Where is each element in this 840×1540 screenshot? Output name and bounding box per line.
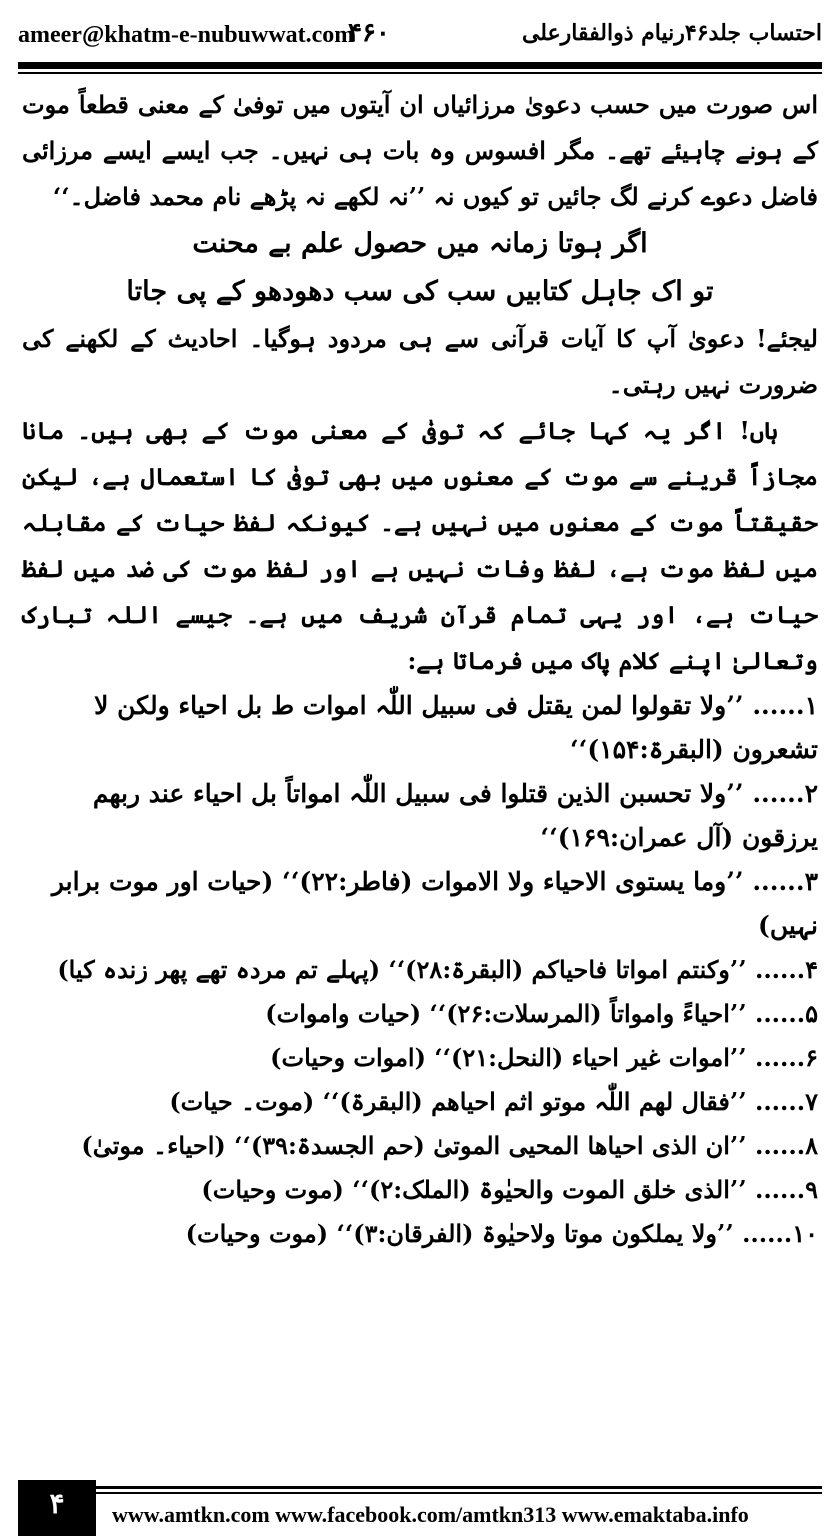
page-header [18, 14, 822, 62]
ayah-item [22, 992, 818, 1036]
paragraph-3: ہاں! اگر یہ کہا جائے کہ توفیٰ کے معنی موت کے بھی ہیں۔ مانا مجازاً قرینے سے موت کے معنوں میں بھی توفیٰ کا استعمال ہے، لیکن حقیقتاً موت کے معنوں میں نہیں ہے۔ کیونکہ لفظ حیات کے مقابلہ میں لفظ موت ہے، لفظ وفات نہیں ہے اور لفظ موت کی ضد میں لفظ حیات ہے، اور یہی تمام قرآن شریف میں ہے۔ جیسے اللہ تبارک وتعالیٰ اپنے کلام پاک میں فرماتا ہے: [22, 416, 818, 675]
ayah-number: ۵...... [754, 999, 818, 1028]
ayah-number: ۳...... [752, 867, 818, 896]
page-body [22, 82, 818, 1256]
ayah-item [22, 772, 818, 860]
ayah-number: ۶...... [754, 1043, 818, 1072]
ayah-text: ’’ولا یملکون موتا ولاحیٰوۃ (الفرقان:۳)‘‘ (موت وحیات) [185, 1219, 734, 1248]
ayah-item [22, 1124, 818, 1168]
ayah-item [22, 860, 818, 948]
ayah-text: ’’ان الذی احیاھا المحیی الموتیٰ (حم الجسدۃ:۳۹)‘‘ (احیاء۔ موتیٰ) [81, 1131, 747, 1160]
ayah-text: ’’فقال لھم اللّٰہ موتو اثم احیاھم (البقرۃ)‘‘ (موت۔ حیات) [169, 1087, 747, 1116]
paragraph-1: اس صورت میں حسب دعویٰ مرزائیاں ان آیتوں میں توفیٰ کے معنی قطعاً موت کے ہونے چاہیئے تھے۔ مگر افسوس وہ بات ہی نہیں۔ جب ایسے ایسے مرزائی فاضل دعوے کرنے لگ جائیں تو کیوں نہ ’’نہ لکھے نہ پڑھے نام محمد فاضل۔‘‘ [22, 90, 818, 211]
ayah-text: ’’اموات غیر احیاء (النحل:۲۱)‘‘ (اموات وحیات) [270, 1043, 747, 1072]
ayah-text: ’’وکنتم امواتا فاحیاکم (البقرۃ:۲۸)‘‘ (پہلے تم مردہ تھے پھر زندہ کیا) [57, 955, 747, 984]
ayah-item [22, 948, 818, 992]
ayah-text: ’’ولا تقولوا لمن یقتل فی سبیل اللّٰہ اموات ط بل احیاء ولکن لا تشعرون (البقرۃ:۱۵۴)‘‘ [94, 691, 818, 764]
header-rule-thick [18, 62, 822, 69]
ayah-number: ۹...... [754, 1175, 818, 1204]
verse-line-2: تو اک جاہل کتابیں سب کی سب دھودھو کے پی جاتا [126, 276, 714, 307]
ayah-number: ۱۰...... [742, 1219, 818, 1248]
header-rule-thin [18, 72, 822, 74]
ayah-number: ۸...... [754, 1131, 818, 1160]
ayah-text: ’’ولا تحسبن الذین قتلوا فی سبیل اللّٰہ امواتاً بل احیاء عند ربھم یرزقون (آل عمران:۱۶۹)‘‘ [92, 779, 818, 852]
ayah-number: ۱...... [752, 691, 818, 720]
page-footer [18, 1480, 822, 1536]
ayah-item [22, 684, 818, 772]
verse-line-1: اگر ہوتا زمانہ میں حصول علم بے محنت [192, 228, 648, 259]
ayah-item [22, 1080, 818, 1124]
paragraph-2: لیجئے! دعویٰ آپ کا آیات قرآنی سے ہی مردود ہوگیا۔ احادیث کے لکھنے کی ضرورت نہیں رہتی۔ [22, 324, 818, 399]
ayah-item [22, 1036, 818, 1080]
header-book-title: احتساب جلد۴۶رنیام ذوالفقارعلی [521, 20, 822, 46]
ayah-number: ۴...... [754, 955, 818, 984]
ayah-number: ۲...... [752, 779, 818, 808]
footer-website-links: www.amtkn.com www.facebook.com/amtkn313 www.emaktaba.info [112, 1502, 749, 1527]
ayah-text: ’’وما یستوی الاحیاء ولا الاموات (فاطر:۲۲)‘‘ (حیات اور موت برابر نہیں) [51, 867, 818, 940]
header-page-number: ۴۶۰ [348, 18, 390, 48]
ayah-text: ’’الذی خلق الموت والحیٰوۃ (الملک:۲)‘‘ (موت وحیات) [201, 1175, 747, 1204]
footer-rule-thin [18, 1492, 822, 1494]
ayah-item [22, 1168, 818, 1212]
ayah-item [22, 1212, 818, 1256]
header-email: ameer@khatm-e-nubuwwat.com [18, 22, 355, 48]
ayah-number: ۷...... [754, 1087, 818, 1116]
ayah-text: ’’احیاءً وامواتاً (المرسلات:۲۶)‘‘ (حیات واموات) [265, 999, 747, 1028]
footer-page-badge: ۴ [18, 1480, 96, 1536]
footer-rule-thick [18, 1486, 822, 1489]
